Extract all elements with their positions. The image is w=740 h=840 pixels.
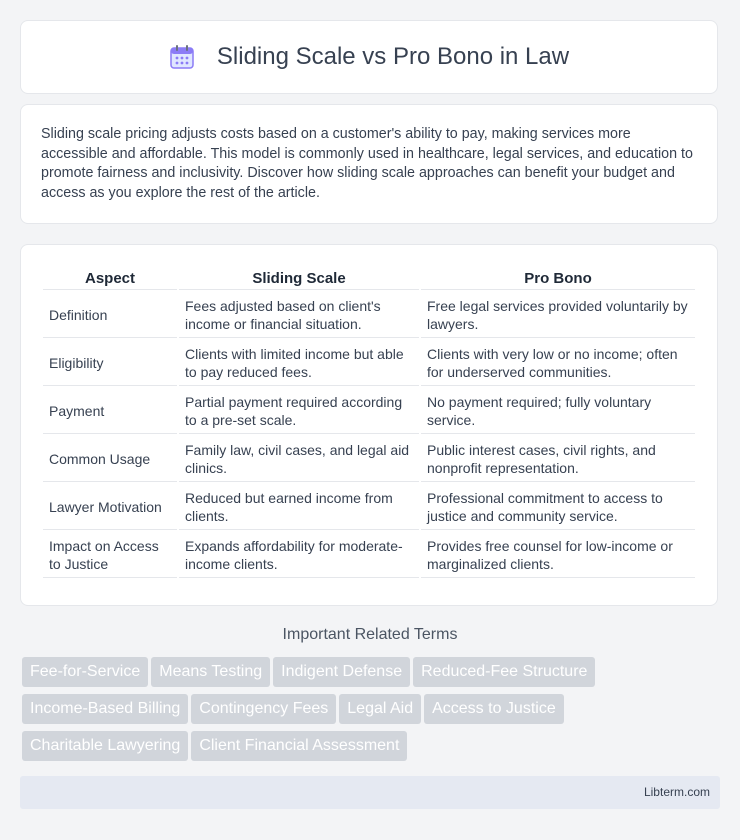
cell-aspect: Eligibility: [43, 340, 177, 386]
cell-sliding-scale: Clients with limited income but able to pay reduced fees.: [179, 340, 419, 386]
comparison-table: [41, 265, 697, 580]
cell-aspect: Definition: [43, 292, 177, 338]
cell-pro-bono: Professional commitment to access to justice and community service.: [421, 484, 695, 530]
header-sliding-scale: Sliding Scale: [179, 267, 419, 290]
related-term-tag[interactable]: Reduced-Fee Structure: [413, 657, 595, 687]
cell-aspect: Common Usage: [43, 436, 177, 482]
related-term-tag[interactable]: Income-Based Billing: [22, 694, 188, 724]
related-term-tag[interactable]: Contingency Fees: [191, 694, 336, 724]
header-pro-bono: Pro Bono: [421, 267, 695, 290]
cell-pro-bono: Free legal services provided voluntarily by lawyers.: [421, 292, 695, 338]
cell-pro-bono: No payment required; fully voluntary service.: [421, 388, 695, 434]
table-row: [43, 292, 695, 338]
cell-aspect: Lawyer Motivation: [43, 484, 177, 530]
related-term-tag[interactable]: Client Financial Assessment: [191, 731, 407, 761]
table-row: [43, 436, 695, 482]
related-term-tag[interactable]: Indigent Defense: [273, 657, 410, 687]
intro-card: [20, 104, 718, 224]
cell-aspect: Payment: [43, 388, 177, 434]
comparison-card: [20, 244, 718, 606]
footer-site-link[interactable]: Libterm.com: [643, 785, 710, 799]
header-aspect: Aspect: [43, 267, 177, 290]
related-term-tag[interactable]: Access to Justice: [424, 694, 564, 724]
table-row: [43, 340, 695, 386]
cell-sliding-scale: Reduced but earned income from clients.: [179, 484, 419, 530]
table-row: [43, 484, 695, 530]
cell-pro-bono: Public interest cases, civil rights, and nonprofit representation.: [421, 436, 695, 482]
related-term-tag[interactable]: Fee-for-Service: [22, 657, 148, 687]
header-card: [20, 20, 718, 94]
table-row: [43, 532, 695, 578]
calendar-icon: [169, 44, 195, 70]
intro-text: Sliding scale pricing adjusts costs based on a customer's ability to pay, making services more accessible and affordable. This model is commonly used in healthcare, legal services, and education to promote fairness and inclusivity. Discover how sliding scale approaches can benefit your budget and access as you explore the rest of the article.: [41, 126, 693, 201]
table-row: [43, 388, 695, 434]
page-title: Sliding Scale vs Pro Bono in Law: [216, 43, 570, 70]
related-term-tag[interactable]: Charitable Lawyering: [22, 731, 188, 761]
table-header-row: [43, 267, 695, 290]
cell-sliding-scale: Fees adjusted based on client's income or financial situation.: [179, 292, 419, 338]
cell-pro-bono: Provides free counsel for low-income or marginalized clients.: [421, 532, 695, 578]
cell-aspect: Impact on Access to Justice: [43, 532, 177, 578]
cell-sliding-scale: Expands affordability for moderate-income clients.: [179, 532, 419, 578]
related-term-tag[interactable]: Legal Aid: [339, 694, 421, 724]
related-terms-title: Important Related Terms: [282, 626, 458, 643]
cell-sliding-scale: Family law, civil cases, and legal aid clinics.: [179, 436, 419, 482]
cell-sliding-scale: Partial payment required according to a pre-set scale.: [179, 388, 419, 434]
cell-pro-bono: Clients with very low or no income; often for underserved communities.: [421, 340, 695, 386]
footer: [20, 776, 720, 809]
related-terms-list: [22, 657, 722, 768]
related-term-tag[interactable]: Means Testing: [151, 657, 270, 687]
